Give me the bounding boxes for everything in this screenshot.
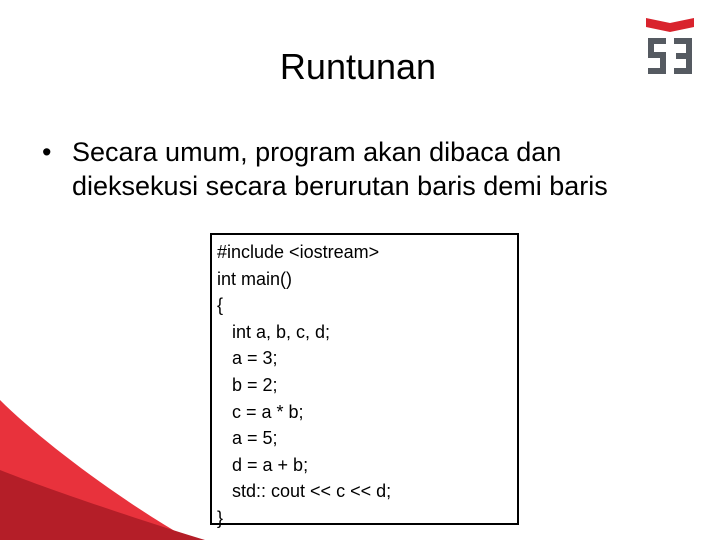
code-line: #include <iostream> bbox=[217, 242, 380, 262]
bullet-text: Secara umum, program akan dibaca dan dieksekusi secara berurutan baris demi baris bbox=[72, 137, 608, 201]
code-line: d = a + b; bbox=[217, 454, 309, 475]
slide-title: Runtunan bbox=[279, 46, 437, 87]
code-line: } bbox=[217, 507, 224, 528]
code-line: a = 5; bbox=[217, 428, 278, 449]
code-line: { bbox=[217, 295, 224, 316]
code-line: a = 3; bbox=[217, 348, 278, 369]
bullet-marker: • bbox=[42, 137, 52, 167]
code-line: std:: cout << c << d; bbox=[217, 481, 392, 502]
code-line: int main() bbox=[217, 268, 293, 289]
code-line: b = 2; bbox=[217, 374, 278, 395]
code-line: int a, b, c, d; bbox=[217, 321, 331, 342]
code-box bbox=[210, 233, 519, 528]
code-line: c = a * b; bbox=[217, 401, 304, 422]
